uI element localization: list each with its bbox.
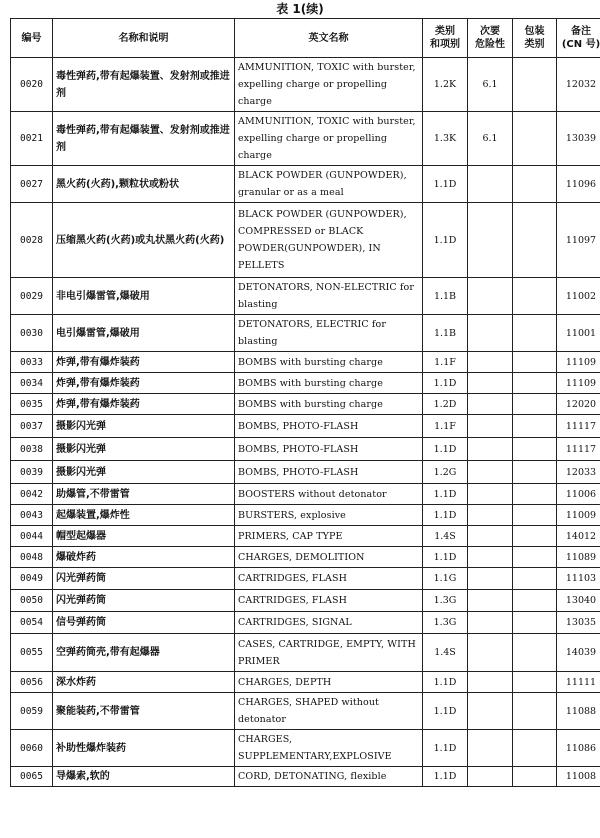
- row-cn-number: 12032: [557, 58, 600, 112]
- row-english-name: CARTRIDGES, FLASH: [235, 568, 423, 590]
- row-cn-number: 11088: [557, 693, 600, 730]
- row-english-name: CARTRIDGES, SIGNAL: [235, 612, 423, 634]
- row-subsidiary: [468, 767, 513, 787]
- row-class: 1.3G: [423, 590, 468, 612]
- row-class: 1.4S: [423, 634, 468, 672]
- row-packing: [513, 672, 557, 693]
- row-class: 1.1D: [423, 203, 468, 278]
- row-cn-number: 13039: [557, 112, 600, 166]
- row-cn-number: 11117: [557, 438, 600, 461]
- table-row: [11, 58, 600, 112]
- row-english-name: BLACK POWDER (GUNPOWDER), granular or as a meal: [235, 166, 423, 203]
- row-subsidiary: [468, 672, 513, 693]
- row-class: 1.1D: [423, 484, 468, 505]
- row-cn-number: 11086: [557, 730, 600, 767]
- row-cn-number: 11117: [557, 415, 600, 438]
- row-chinese-name: 空弹药筒壳,带有起爆器: [53, 634, 235, 672]
- row-number: 0059: [11, 693, 53, 730]
- row-english-name: BOMBS, PHOTO-FLASH: [235, 415, 423, 438]
- table-row: [11, 315, 600, 352]
- row-packing: [513, 373, 557, 394]
- row-cn-number: 11002: [557, 278, 600, 315]
- row-packing: [513, 634, 557, 672]
- row-number: 0054: [11, 612, 53, 634]
- row-packing: [513, 568, 557, 590]
- row-english-name: AMMUNITION, TOXIC with burster, expelling charge or propelling charge: [235, 112, 423, 166]
- row-chinese-name: 电引爆雷管,爆破用: [53, 315, 235, 352]
- header-no: 编号: [11, 19, 53, 58]
- row-english-name: BOMBS with bursting charge: [235, 373, 423, 394]
- row-class: 1.3G: [423, 612, 468, 634]
- row-subsidiary: [468, 505, 513, 526]
- row-packing: [513, 693, 557, 730]
- row-cn-number: 11009: [557, 505, 600, 526]
- row-english-name: BOMBS, PHOTO-FLASH: [235, 461, 423, 484]
- row-packing: [513, 484, 557, 505]
- header-sub-l2: 危险性: [475, 39, 505, 50]
- row-cn-number: 11001: [557, 315, 600, 352]
- table-row: [11, 526, 600, 547]
- row-english-name: BLACK POWDER (GUNPOWDER), COMPRESSED or BLACK POWDER(GUNPOWDER), IN PELLETS: [235, 203, 423, 278]
- header-remarks: [557, 19, 600, 58]
- row-packing: [513, 394, 557, 415]
- row-number: 0048: [11, 547, 53, 568]
- row-packing: [513, 112, 557, 166]
- row-cn-number: 12033: [557, 461, 600, 484]
- row-cn-number: 14012: [557, 526, 600, 547]
- row-cn-number: 11109: [557, 373, 600, 394]
- row-english-name: CHARGES, DEMOLITION: [235, 547, 423, 568]
- row-subsidiary: 6.1: [468, 58, 513, 112]
- row-number: 0050: [11, 590, 53, 612]
- row-class: 1.1G: [423, 568, 468, 590]
- row-cn-number: 11008: [557, 767, 600, 787]
- table-row: [11, 693, 600, 730]
- header-subsidiary: [468, 19, 513, 58]
- row-cn-number: 11103: [557, 568, 600, 590]
- row-class: 1.1D: [423, 547, 468, 568]
- header-packing: [513, 19, 557, 58]
- row-class: 1.2D: [423, 394, 468, 415]
- row-number: 0033: [11, 352, 53, 373]
- row-class: 1.1D: [423, 373, 468, 394]
- row-cn-number: 14039: [557, 634, 600, 672]
- row-number: 0060: [11, 730, 53, 767]
- header-rem-l2: (CN 号): [561, 39, 600, 50]
- table-row: [11, 767, 600, 787]
- row-packing: [513, 547, 557, 568]
- row-subsidiary: [468, 352, 513, 373]
- row-number: 0043: [11, 505, 53, 526]
- table-row: [11, 461, 600, 484]
- row-chinese-name: 爆破炸药: [53, 547, 235, 568]
- row-subsidiary: [468, 278, 513, 315]
- row-chinese-name: 补助性爆炸装药: [53, 730, 235, 767]
- header-pack-l2: 类别: [524, 39, 545, 50]
- header-class-l2: 和项别: [430, 39, 460, 50]
- row-number: 0049: [11, 568, 53, 590]
- row-class: 1.1D: [423, 693, 468, 730]
- table-row: [11, 166, 600, 203]
- row-packing: [513, 278, 557, 315]
- header-class-l1: 类别: [435, 26, 455, 37]
- table-row: [11, 352, 600, 373]
- table-row: [11, 730, 600, 767]
- table-row: [11, 634, 600, 672]
- row-english-name: CARTRIDGES, FLASH: [235, 590, 423, 612]
- row-subsidiary: [468, 612, 513, 634]
- row-chinese-name: 炸弹,带有爆炸装药: [53, 352, 235, 373]
- dangerous-goods-table: [10, 18, 600, 787]
- header-english: 英文名称: [235, 19, 423, 58]
- row-english-name: PRIMERS, CAP TYPE: [235, 526, 423, 547]
- row-number: 0020: [11, 58, 53, 112]
- row-subsidiary: [468, 166, 513, 203]
- row-class: 1.1B: [423, 315, 468, 352]
- row-class: 1.1D: [423, 505, 468, 526]
- row-packing: [513, 352, 557, 373]
- row-packing: [513, 415, 557, 438]
- table-row: [11, 438, 600, 461]
- row-chinese-name: 帽型起爆器: [53, 526, 235, 547]
- row-packing: [513, 730, 557, 767]
- table-row: [11, 484, 600, 505]
- row-number: 0028: [11, 203, 53, 278]
- row-class: 1.1B: [423, 278, 468, 315]
- row-class: 1.1D: [423, 767, 468, 787]
- row-subsidiary: [468, 415, 513, 438]
- row-number: 0027: [11, 166, 53, 203]
- row-class: 1.1F: [423, 415, 468, 438]
- row-subsidiary: [468, 394, 513, 415]
- table-row: [11, 672, 600, 693]
- table-row: [11, 547, 600, 568]
- row-chinese-name: 闪光弹药筒: [53, 568, 235, 590]
- row-chinese-name: 毒性弹药,带有起爆装置、发射剂或推进剂: [53, 58, 235, 112]
- row-number: 0039: [11, 461, 53, 484]
- row-number: 0037: [11, 415, 53, 438]
- row-subsidiary: [468, 590, 513, 612]
- row-cn-number: 11096: [557, 166, 600, 203]
- table-row: [11, 590, 600, 612]
- row-english-name: BOMBS with bursting charge: [235, 394, 423, 415]
- row-english-name: BOMBS, PHOTO-FLASH: [235, 438, 423, 461]
- row-class: 1.1D: [423, 672, 468, 693]
- row-subsidiary: [468, 461, 513, 484]
- header-row: [11, 19, 600, 58]
- row-packing: [513, 58, 557, 112]
- row-subsidiary: [468, 547, 513, 568]
- row-class: 1.1D: [423, 166, 468, 203]
- row-english-name: CHARGES, SHAPED without detonator: [235, 693, 423, 730]
- row-english-name: CORD, DETONATING, flexible: [235, 767, 423, 787]
- row-cn-number: 11097: [557, 203, 600, 278]
- row-chinese-name: 助爆管,不带雷管: [53, 484, 235, 505]
- row-english-name: DETONATORS, ELECTRIC for blasting: [235, 315, 423, 352]
- table-row: [11, 203, 600, 278]
- row-class: 1.1D: [423, 438, 468, 461]
- row-cn-number: 12020: [557, 394, 600, 415]
- row-chinese-name: 聚能装药,不带雷管: [53, 693, 235, 730]
- row-english-name: AMMUNITION, TOXIC with burster, expelling charge or propelling charge: [235, 58, 423, 112]
- row-packing: [513, 526, 557, 547]
- row-chinese-name: 深水炸药: [53, 672, 235, 693]
- row-cn-number: 13040: [557, 590, 600, 612]
- table-row: [11, 612, 600, 634]
- row-packing: [513, 166, 557, 203]
- row-subsidiary: [468, 730, 513, 767]
- header-rem-l1: 备注: [571, 26, 591, 37]
- row-packing: [513, 438, 557, 461]
- row-chinese-name: 摄影闪光弹: [53, 438, 235, 461]
- row-english-name: CHARGES, SUPPLEMENTARY,EXPLOSIVE: [235, 730, 423, 767]
- row-subsidiary: [468, 484, 513, 505]
- row-packing: [513, 461, 557, 484]
- table-row: [11, 568, 600, 590]
- row-chinese-name: 炸弹,带有爆炸装药: [53, 394, 235, 415]
- row-number: 0044: [11, 526, 53, 547]
- row-chinese-name: 导爆索,软的: [53, 767, 235, 787]
- row-packing: [513, 612, 557, 634]
- row-chinese-name: 摄影闪光弹: [53, 415, 235, 438]
- row-cn-number: 11111: [557, 672, 600, 693]
- row-packing: [513, 505, 557, 526]
- table-row: [11, 505, 600, 526]
- row-chinese-name: 非电引爆雷管,爆破用: [53, 278, 235, 315]
- header-class: [423, 19, 468, 58]
- row-number: 0030: [11, 315, 53, 352]
- row-number: 0035: [11, 394, 53, 415]
- row-number: 0021: [11, 112, 53, 166]
- row-number: 0042: [11, 484, 53, 505]
- row-subsidiary: [468, 693, 513, 730]
- row-english-name: BOOSTERS without detonator: [235, 484, 423, 505]
- row-packing: [513, 590, 557, 612]
- row-chinese-name: 闪光弹药筒: [53, 590, 235, 612]
- row-subsidiary: [468, 203, 513, 278]
- row-chinese-name: 黑火药(火药),颗粒状或粉状: [53, 166, 235, 203]
- row-packing: [513, 203, 557, 278]
- row-number: 0065: [11, 767, 53, 787]
- row-cn-number: 11109: [557, 352, 600, 373]
- row-english-name: BURSTERS, explosive: [235, 505, 423, 526]
- row-cn-number: 11006: [557, 484, 600, 505]
- row-chinese-name: 压缩黑火药(火药)或丸状黑火药(火药): [53, 203, 235, 278]
- row-chinese-name: 摄影闪光弹: [53, 461, 235, 484]
- row-english-name: BOMBS with bursting charge: [235, 352, 423, 373]
- header-pack-l1: 包装: [524, 26, 545, 37]
- row-number: 0034: [11, 373, 53, 394]
- row-subsidiary: [468, 315, 513, 352]
- row-number: 0055: [11, 634, 53, 672]
- row-chinese-name: 炸弹,带有爆炸装药: [53, 373, 235, 394]
- row-class: 1.2K: [423, 58, 468, 112]
- row-number: 0038: [11, 438, 53, 461]
- row-english-name: CHARGES, DEPTH: [235, 672, 423, 693]
- row-subsidiary: [468, 373, 513, 394]
- table-title: 表 1(续): [276, 2, 324, 16]
- row-chinese-name: 信号弹药筒: [53, 612, 235, 634]
- row-class: 1.4S: [423, 526, 468, 547]
- row-number: 0056: [11, 672, 53, 693]
- row-subsidiary: [468, 568, 513, 590]
- row-subsidiary: [468, 526, 513, 547]
- row-packing: [513, 315, 557, 352]
- row-class: 1.3K: [423, 112, 468, 166]
- row-english-name: CASES, CARTRIDGE, EMPTY, WITH PRIMER: [235, 634, 423, 672]
- table-row: [11, 373, 600, 394]
- row-chinese-name: 毒性弹药,带有起爆装置、发射剂或推进剂: [53, 112, 235, 166]
- row-cn-number: 13035: [557, 612, 600, 634]
- row-class: 1.1D: [423, 730, 468, 767]
- header-name: 名称和说明: [53, 19, 235, 58]
- table-row: [11, 415, 600, 438]
- row-class: 1.2G: [423, 461, 468, 484]
- table-row: [11, 278, 600, 315]
- row-english-name: DETONATORS, NON-ELECTRIC for blasting: [235, 278, 423, 315]
- row-subsidiary: 6.1: [468, 112, 513, 166]
- row-subsidiary: [468, 438, 513, 461]
- table-row: [11, 394, 600, 415]
- row-cn-number: 11089: [557, 547, 600, 568]
- row-subsidiary: [468, 634, 513, 672]
- row-chinese-name: 起爆装置,爆炸性: [53, 505, 235, 526]
- table-row: [11, 112, 600, 166]
- row-number: 0029: [11, 278, 53, 315]
- row-class: 1.1F: [423, 352, 468, 373]
- row-packing: [513, 767, 557, 787]
- header-sub-l1: 次要: [480, 26, 500, 37]
